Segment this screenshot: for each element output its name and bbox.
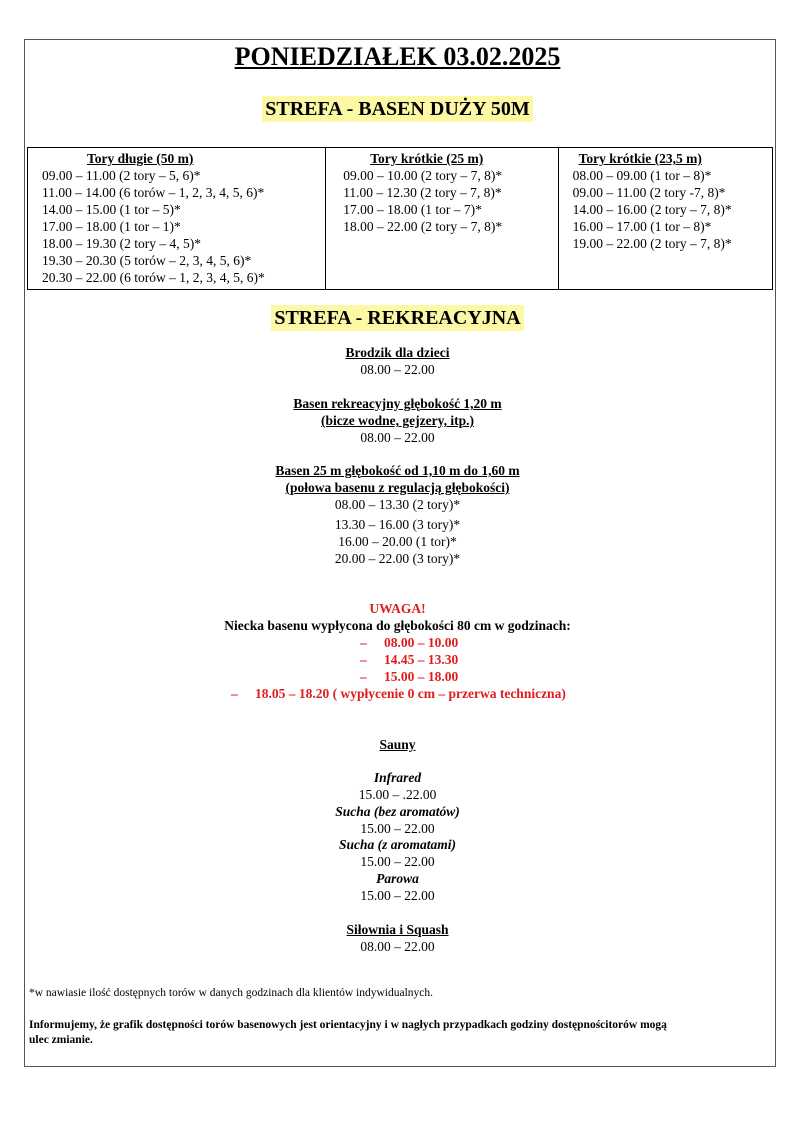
table-row: 19.30 – 20.30 (5 torów – 2, 3, 4, 5, 6)* bbox=[42, 253, 252, 268]
footnote: *w nawiasie ilość dostępnych torów w danych godzinach dla klientów indywidualnych. bbox=[29, 987, 434, 999]
page-title: PONIEDZIAŁEK 03.02.2025 bbox=[234, 42, 561, 71]
saunas-title: Sauny bbox=[379, 737, 416, 752]
column-header: Tory długie (50 m) bbox=[87, 151, 194, 166]
gym-title: Siłownia i Squash bbox=[346, 922, 449, 937]
zone-big-label: STREFA - BASEN DUŻY 50M bbox=[262, 96, 532, 122]
sauna-name: Sucha (z aromatami) bbox=[338, 837, 457, 852]
warning-text: Niecka basenu wypłycona do głębokości 80 cm w godzinach: bbox=[224, 618, 571, 633]
warning-time: 14.45 – 13.30 bbox=[384, 652, 459, 667]
table-row: 11.00 – 12.30 (2 tory – 7, 8)* bbox=[343, 185, 502, 200]
recreation-pool-title: Basen rekreacyjny głębokość 1,20 m bbox=[293, 396, 502, 411]
table-row: 09.00 – 11.00 (2 tory -7, 8)* bbox=[572, 185, 726, 200]
table-row: 17.00 – 18.00 (1 tor – 7)* bbox=[343, 202, 482, 217]
brodzik-title: Brodzik dla dzieci bbox=[345, 345, 450, 360]
recreation-pool-subtitle: (bicze wodne, gejzery, itp.) bbox=[321, 413, 474, 428]
table-row: 14.00 – 15.00 (1 tor – 5)* bbox=[42, 202, 181, 217]
pool25-row: 16.00 – 20.00 (1 tor)* bbox=[338, 534, 457, 549]
lanes-column-short-25 bbox=[325, 148, 557, 289]
table-row: 09.00 – 10.00 (2 tory – 7, 8)* bbox=[343, 168, 503, 183]
zone-rec-label: STREFA - REKREACYJNA bbox=[271, 305, 523, 331]
sauna-hours: 15.00 – 22.00 bbox=[360, 821, 435, 836]
sauna-hours: 15.00 – 22.00 bbox=[360, 854, 435, 869]
gym-hours: 08.00 – 22.00 bbox=[360, 939, 435, 954]
lanes-column-long bbox=[28, 148, 325, 289]
table-row: 14.00 – 16.00 (2 tory – 7, 8)* bbox=[572, 202, 732, 217]
sauna-hours: 15.00 – .22.00 bbox=[358, 787, 437, 802]
table-row: 09.00 – 11.00 (2 tory – 5, 6)* bbox=[42, 168, 201, 183]
warning-last: 18.05 – 18.20 ( wypłycenie 0 cm – przerwa techniczna) bbox=[255, 686, 566, 701]
column-header: Tory krótkie (25 m) bbox=[370, 151, 484, 166]
pool25-title: Basen 25 m głębokość od 1,10 m do 1,60 m bbox=[275, 463, 520, 478]
pool25-row: 20.00 – 22.00 (3 tory)* bbox=[334, 551, 461, 566]
table-row: 17.00 – 18.00 (1 tor – 1)* bbox=[42, 219, 181, 234]
pool25-subtitle: (połowa basenu z regulacją głębokości) bbox=[285, 480, 510, 495]
info-line-1: Informujemy, że grafik dostępności torów basenowych jest orientacyjny i w nagłych przypadkach godziny dostępnościtorów mogą bbox=[29, 1019, 667, 1031]
zone-heading-big-pool bbox=[0, 96, 795, 122]
table-row: 11.00 – 14.00 (6 torów – 1, 2, 3, 4, 5, 6)* bbox=[42, 185, 265, 200]
pool25-row: 08.00 – 13.30 (2 tory)* bbox=[334, 497, 461, 512]
brodzik-hours: 08.00 – 22.00 bbox=[360, 362, 435, 377]
table-row: 18.00 – 22.00 (2 tory – 7, 8)* bbox=[343, 219, 503, 234]
warning-time: 08.00 – 10.00 bbox=[384, 635, 459, 650]
warning-time: 15.00 – 18.00 bbox=[384, 669, 459, 684]
lanes-column-short-23-5 bbox=[558, 148, 772, 289]
zone-heading-recreation bbox=[0, 305, 795, 331]
sauna-name: Infrared bbox=[373, 770, 422, 785]
table-row: 16.00 – 17.00 (1 tor – 8)* bbox=[572, 219, 712, 234]
warning-dash: – bbox=[360, 652, 367, 667]
warning-dash: – bbox=[231, 686, 238, 701]
pool25-row: 13.30 – 16.00 (3 tory)* bbox=[334, 517, 461, 532]
lanes-table bbox=[27, 147, 773, 290]
sauna-hours: 15.00 – 22.00 bbox=[360, 888, 435, 903]
recreation-pool-hours: 08.00 – 22.00 bbox=[360, 430, 435, 445]
column-header: Tory krótkie (23,5 m) bbox=[578, 151, 702, 166]
table-row: 20.30 – 22.00 (6 torów – 1, 2, 3, 4, 5, 6)* bbox=[42, 270, 265, 285]
warning-label: UWAGA! bbox=[369, 601, 426, 616]
table-row: 08.00 – 09.00 (1 tor – 8)* bbox=[572, 168, 712, 183]
sauna-name: Parowa bbox=[376, 871, 419, 886]
info-line-2: ulec zmianie. bbox=[29, 1034, 93, 1046]
table-row: 19.00 – 22.00 (2 tory – 7, 8)* bbox=[572, 236, 732, 251]
sauna-name: Sucha (bez aromatów) bbox=[335, 804, 460, 819]
warning-dash: – bbox=[360, 669, 367, 684]
table-row: 18.00 – 19.30 (2 tory – 4, 5)* bbox=[42, 236, 201, 251]
warning-dash: – bbox=[360, 635, 367, 650]
